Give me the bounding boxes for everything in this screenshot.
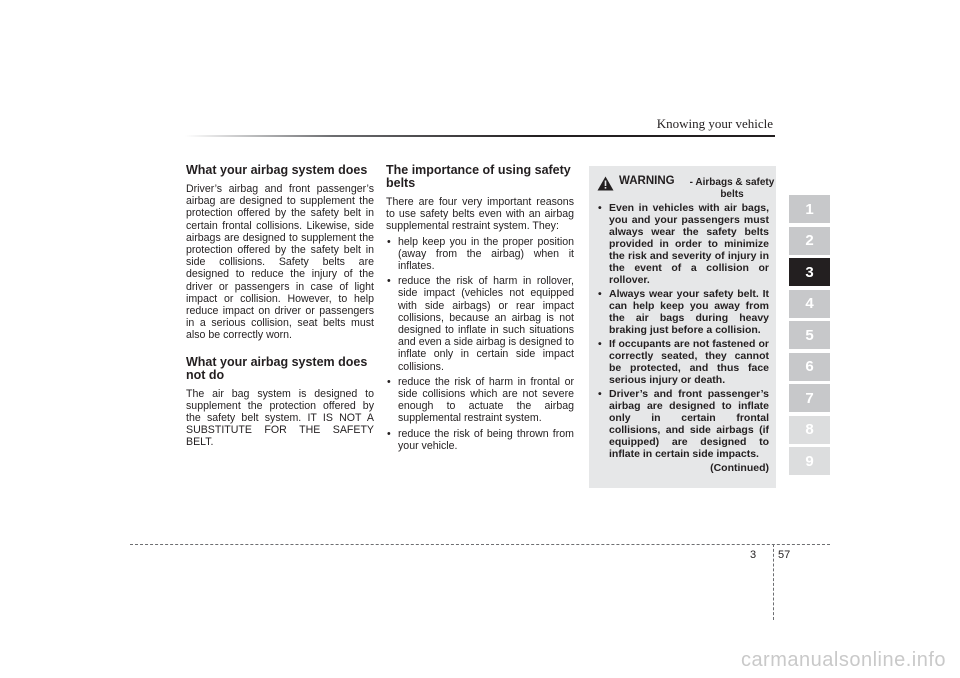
- chapter-tab-9[interactable]: 9: [789, 447, 830, 475]
- list-item: • If occupants are not fastened or correctly seated, they cannot be protected, and thus face serious injury or death.: [597, 338, 769, 386]
- footer-rule: [130, 544, 830, 545]
- chapter-tab-7[interactable]: 7: [789, 384, 830, 412]
- chapter-tabs: [789, 195, 830, 479]
- page-number: 57: [778, 549, 791, 561]
- chapter-tab-6[interactable]: 6: [789, 353, 830, 381]
- list-item: • reduce the risk of harm in rollover, side impact (vehicles not equipped with side airbags) or rear impact collisions, because an airbag is not designed to inflate in such situations and even a side airbag is designed to inflate only in certain side impact collisions.: [386, 275, 574, 373]
- list-item: • Driver’s and front passenger’s airbag are designed to inflate only in certain frontal collisions, and side airbags (if equipped) are designed to inflate in certain side impacts.: [597, 388, 769, 460]
- list-item: • reduce the risk of being thrown from your vehicle.: [386, 428, 574, 452]
- header-rule: [185, 135, 775, 137]
- chapter-tab-2[interactable]: 2: [789, 227, 830, 255]
- warning-box: [589, 166, 776, 488]
- chapter-tab-5[interactable]: 5: [789, 321, 830, 349]
- warning-list: [597, 202, 769, 460]
- warning-subtitle: - Airbags & safety belts: [689, 177, 775, 200]
- list-item: • help keep you in the proper position (away from the airbag) when it inflates.: [386, 236, 574, 273]
- chapter-tab-3[interactable]: 3: [789, 258, 830, 286]
- section-intro: There are four very important reasons to use safety belts even with an airbag supplemental restraint system. They:: [386, 196, 574, 233]
- header-title: Knowing your vehicle: [656, 116, 773, 131]
- continued-note: (Continued): [710, 462, 769, 474]
- chapter-tab-8[interactable]: 8: [789, 416, 830, 444]
- page-chapter: 3: [750, 549, 757, 561]
- section-heading: The importance of using safety belts: [386, 163, 571, 190]
- column-left: [186, 164, 374, 463]
- chapter-tab-4[interactable]: 4: [789, 290, 830, 318]
- section-heading: What your airbag system does not do: [186, 354, 368, 382]
- chapter-tab-1[interactable]: 1: [789, 195, 830, 223]
- list-item: • Always wear your safety belt. It can help keep you away from the air bags during heavy braking just before a collision.: [597, 288, 769, 336]
- column-middle: [386, 164, 574, 455]
- section-body: The air bag system is designed to supplement the protection offered by the safety belt system. IT IS NOT A SUBSTITUTE FOR THE SAFETY BELT.: [186, 387, 374, 449]
- section-body: Driver’s airbag and front passenger’s airbag are designed to supplement the protection offered by the safety belt in certain frontal collisions. Likewise, side airbags are designed to supplement the protection offered by the safety belt in side collisions. Safety belts are designed to reduce the injury of the driver or passengers in case of light impact or collision. However, to help reduce impact on driver or passengers in a serious collision, seat belts must also be correctly worn.: [186, 183, 374, 342]
- list-item: • reduce the risk of harm in frontal or side collisions which are not severe enough to actuate the airbag supplemental restraint system.: [386, 376, 574, 425]
- section-heading: What your airbag system does: [186, 163, 368, 177]
- footer-divider: [773, 544, 774, 620]
- warning-label: WARNING: [619, 175, 675, 187]
- list-item: • Even in vehicles with air bags, you and your passengers must always wear the safety belts provided in order to minimize the risk and severity of injury in the event of a collision or rollover.: [597, 202, 769, 286]
- watermark: carmanualsonline.info: [740, 649, 946, 671]
- warning-triangle-icon: [597, 176, 614, 191]
- warning-header: [597, 174, 775, 202]
- reasons-list: [386, 236, 574, 452]
